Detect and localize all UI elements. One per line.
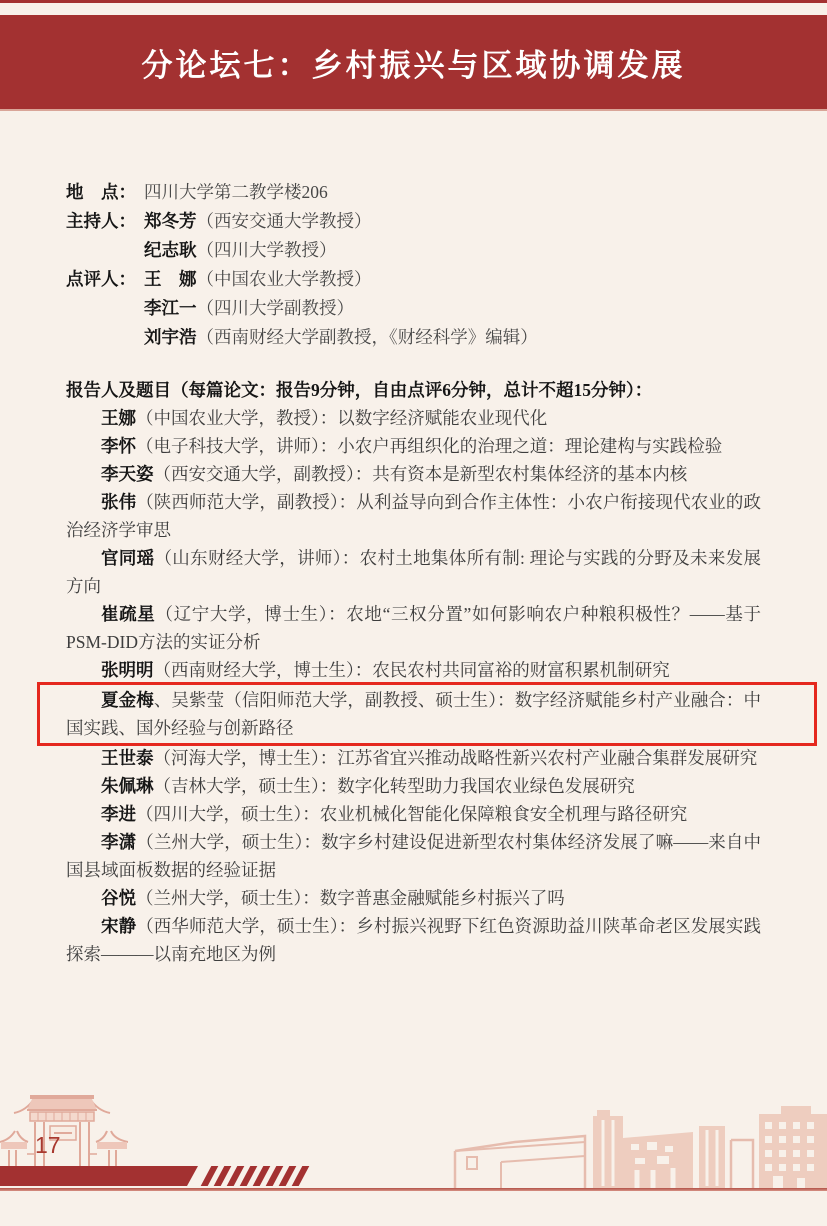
program-content — [66, 178, 761, 968]
info-row-commentator-3: 刘宇浩（西南财经大学副教授，《财经科学》编辑） — [144, 327, 538, 347]
presentation-entry — [66, 544, 761, 600]
speaker-name: 张明明 — [101, 660, 154, 680]
commentator-name: 李江一 — [144, 298, 197, 318]
moderator-name: 纪志耿 — [144, 240, 197, 260]
presentation-details: （兰州大学，硕士生）：数字乡村建设促进新型农村集体经济发展了嘛——来自中国县域面板数据的经验证据 — [66, 832, 762, 880]
commentator-name: 王 娜 — [144, 269, 197, 289]
footer-bar — [0, 1166, 198, 1186]
speaker-name: 王娜 — [101, 408, 136, 428]
campus-buildings-illustration — [437, 1096, 827, 1190]
info-row-moderator-2: 纪志耿（四川大学教授） — [144, 240, 337, 260]
forum-title: 分论坛七：乡村振兴与区域协调发展 — [141, 47, 686, 83]
presentation-entry — [66, 656, 761, 684]
presentation-entry — [66, 884, 761, 912]
presentation-entry — [66, 828, 761, 884]
presentation-details: （西安交通大学，副教授）：共有资本是新型农村集体经济的基本内核 — [153, 464, 688, 484]
info-row-commentator-1: 点评人： 王 娜（中国农业大学教授） — [66, 265, 761, 294]
info-row-location — [66, 178, 761, 207]
presentation-details: （吉林大学，硕士生）：数字化转型助力我国农业绿色发展研究 — [153, 776, 635, 796]
presentation-entry — [66, 404, 761, 432]
forum-title-banner — [0, 15, 827, 111]
presentation-details: （兰州大学，硕士生）：数字普惠金融赋能乡村振兴了吗 — [136, 888, 565, 908]
speaker-name: 夏金梅 — [101, 690, 154, 710]
speaker-name: 崔疏星 — [101, 604, 156, 624]
presentation-details: （电子科技大学，讲师）：小农户再组织化的治理之道：理论建构与实践检验 — [136, 436, 723, 456]
presentation-details: （辽宁大学，博士生）：农地“三权分置”如何影响农户种粮积极性？——基于PSM-DID方法的实证分析 — [66, 604, 761, 652]
speaker-name: 宋静 — [101, 916, 137, 936]
presentation-entry — [66, 460, 761, 488]
footer-rule — [0, 1188, 827, 1191]
presentation-details: （四川大学，硕士生）：农业机械化智能化保障粮食安全机理与路径研究 — [136, 804, 688, 824]
commentator-name: 刘宇浩 — [144, 327, 197, 347]
speaker-name: 李潇 — [101, 832, 137, 852]
speaker-name: 李怀 — [101, 436, 136, 456]
speaker-name: 张伟 — [101, 492, 137, 512]
presentation-entry — [66, 744, 761, 772]
presentation-details: （西南财经大学，博士生）：农民农村共同富裕的财富积累机制研究 — [153, 660, 670, 680]
speaker-name: 李进 — [101, 804, 136, 824]
moderator-label: 主持人： — [66, 211, 136, 231]
info-row-commentator-2: 李江一（四川大学副教授） — [144, 298, 354, 318]
location-value: 四川大学第二教学楼206 — [144, 182, 328, 202]
presentation-details: 、吴紫莹（信阳师范大学，副教授、硕士生）：数字经济赋能乡村产业融合：中国实践、国外经验与创新路径 — [66, 690, 762, 738]
commentator-label: 点评人： — [66, 269, 136, 289]
presentation-entry-highlighted — [37, 682, 817, 746]
speaker-name: 谷悦 — [101, 888, 136, 908]
page-top-accent-line — [0, 0, 827, 3]
presentation-entry — [66, 912, 761, 968]
moderator-name: 郑冬芳 — [144, 211, 197, 231]
speaker-name: 王世泰 — [101, 748, 154, 768]
speaker-name: 官同瑶 — [101, 548, 155, 568]
presentation-entry — [66, 488, 761, 544]
presentation-entry — [66, 600, 761, 656]
info-row-moderator-1: 主持人： 郑冬芳（西安交通大学教授） — [66, 207, 761, 236]
presentation-details: （西华师范大学，硕士生）：乡村振兴视野下红色资源助益川陕革命老区发展实践探索———以南充地区为例 — [66, 916, 761, 964]
presentation-entry — [66, 772, 761, 800]
location-label: 地 点： — [66, 182, 136, 202]
page-number: 17 — [35, 1132, 61, 1158]
speaker-name: 李天姿 — [101, 464, 154, 484]
presentation-entry — [66, 800, 761, 828]
presentation-details: （河海大学，博士生）：江苏省宜兴推动战略性新兴农村产业融合集群发展研究 — [153, 748, 758, 768]
presentation-details: （山东财经大学，讲师）：农村土地集体所有制: 理论与实践的分野及未来发展方向 — [66, 548, 761, 596]
presentation-details: （中国农业大学，教授）：以数字经济赋能农业现代化 — [136, 408, 548, 428]
footer-stripes — [206, 1166, 304, 1186]
presentation-details: （陕西师范大学，副教授）：从利益导向到合作主体性：小农户衔接现代农业的政治经济学审思 — [66, 492, 761, 540]
speaker-name: 朱佩琳 — [101, 776, 154, 796]
presentation-entry — [66, 432, 761, 460]
presenters-section-heading: 报告人及题目（每篇论文：报告9分钟，自由点评6分钟，总计不超15分钟）： — [66, 380, 653, 400]
